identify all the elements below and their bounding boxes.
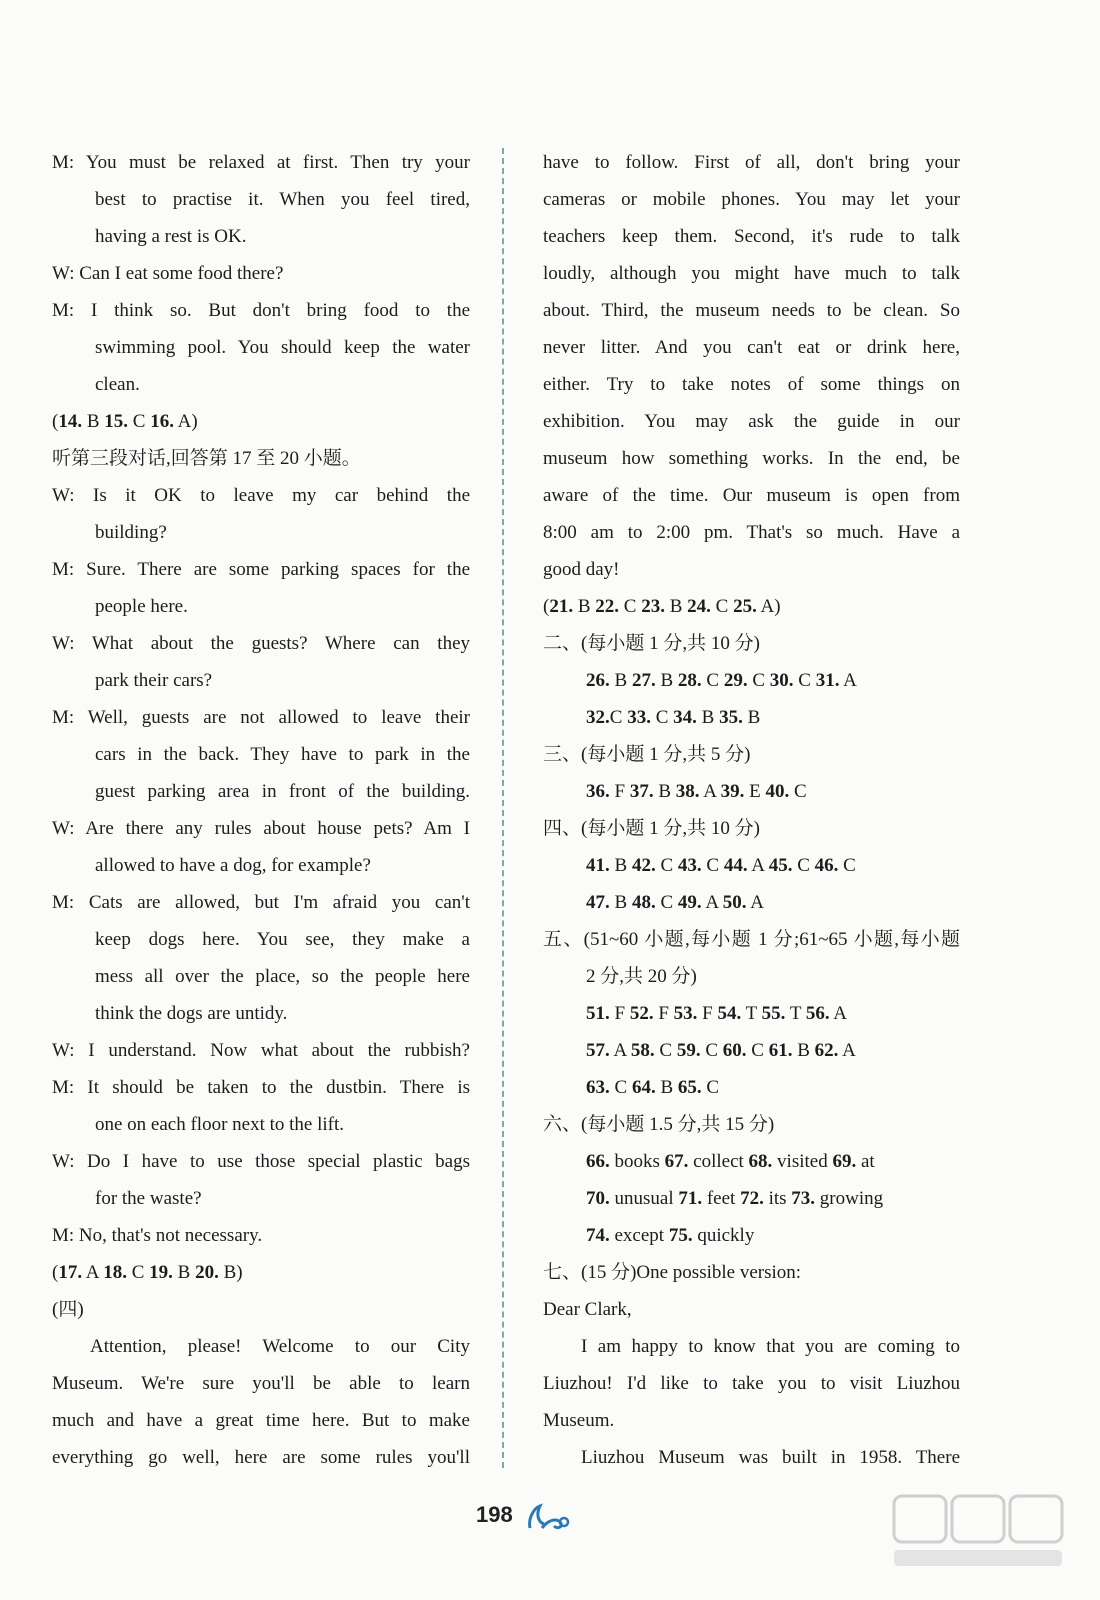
- text-line: people here.: [95, 596, 188, 617]
- text-line: swimming pool. You should keep the water: [95, 337, 470, 358]
- text-line: 三、(每小题 1 分,共 5 分): [543, 744, 751, 765]
- text-line: exhibition. You may ask the guide in our: [543, 411, 960, 432]
- text-line: M: Well, guests are not allowed to leave their: [52, 707, 470, 728]
- text-line: good day!: [543, 559, 620, 580]
- text-line: (17. A 18. C 19. B 20. B): [52, 1262, 243, 1283]
- text-line: 8:00 am to 2:00 pm. That's so much. Have a: [543, 522, 960, 543]
- text-line: 五、(51~60 小题,每小题 1 分;61~65 小题,每小题: [543, 929, 960, 950]
- text-line: 26. B 27. B 28. C 29. C 30. C 31. A: [586, 670, 857, 691]
- text-line: 47. B 48. C 49. A 50. A: [586, 892, 764, 913]
- text-line: think the dogs are untidy.: [95, 1003, 288, 1024]
- text-line: park their cars?: [95, 670, 213, 691]
- text-line: one on each floor next to the lift.: [95, 1114, 345, 1135]
- text-line: Liuzhou! I'd like to take you to visit Liuzhou: [543, 1373, 960, 1394]
- text-line: have to follow. First of all, don't bring your: [543, 152, 960, 173]
- answer-watermark-icon: [890, 1490, 1070, 1570]
- text-line: 听第三段对话,回答第 17 至 20 小题。: [52, 448, 361, 469]
- text-line: about. Third, the museum needs to be clean. So: [543, 300, 960, 321]
- text-line: 七、(15 分)One possible version:: [543, 1262, 802, 1283]
- left-column: [52, 144, 470, 1476]
- text-line: for the waste?: [95, 1188, 202, 1209]
- text-line: aware of the time. Our museum is open from: [543, 485, 960, 506]
- text-line: 2 分,共 20 分): [586, 966, 697, 987]
- text-line: teachers keep them. Second, it's rude to talk: [543, 226, 960, 247]
- text-line: much and have a great time here. But to make: [52, 1410, 470, 1431]
- text-line: having a rest is OK.: [95, 226, 247, 247]
- text-line: 36. F 37. B 38. A 39. E 40. C: [586, 781, 807, 802]
- text-line: cameras or mobile phones. You may let your: [543, 189, 960, 210]
- text-line: best to practise it. When you feel tired,: [95, 189, 470, 210]
- column-divider: [502, 148, 504, 1468]
- text-line: W: Do I have to use those special plastic bags: [52, 1151, 470, 1172]
- text-line: Museum. We're sure you'll be able to learn: [52, 1373, 470, 1394]
- text-line: allowed to have a dog, for example?: [95, 855, 371, 876]
- text-line: everything go well, here are some rules you'll: [52, 1447, 470, 1468]
- right-column: [543, 144, 960, 1476]
- text-line: clean.: [95, 374, 140, 395]
- text-line: loudly, although you might have much to talk: [543, 263, 960, 284]
- text-line: mess all over the place, so the people here: [95, 966, 470, 987]
- text-line: M: You must be relaxed at first. Then try your: [52, 152, 470, 173]
- text-line: never litter. And you can't eat or drink here,: [543, 337, 960, 358]
- text-line: (14. B 15. C 16. A): [52, 411, 198, 432]
- text-line: 70. unusual 71. feet 72. its 73. growing: [586, 1188, 884, 1209]
- text-line: guest parking area in front of the building.: [95, 781, 470, 802]
- text-line: W: Is it OK to leave my car behind the: [52, 485, 470, 506]
- text-line: 四、(每小题 1 分,共 10 分): [543, 818, 760, 839]
- swirl-logo-icon: [526, 1502, 572, 1537]
- text-line: Liuzhou Museum was built in 1958. There: [581, 1447, 960, 1468]
- text-line: I am happy to know that you are coming to: [581, 1336, 960, 1357]
- text-line: M: Cats are allowed, but I'm afraid you can't: [52, 892, 470, 913]
- text-line: M: It should be taken to the dustbin. There is: [52, 1077, 470, 1098]
- text-line: M: I think so. But don't bring food to the: [52, 300, 470, 321]
- text-line: 六、(每小题 1.5 分,共 15 分): [543, 1114, 775, 1135]
- text-line: M: No, that's not necessary.: [52, 1225, 263, 1246]
- text-line: 74. except 75. quickly: [586, 1225, 755, 1246]
- text-line: Museum.: [543, 1410, 615, 1431]
- page-number: 198: [476, 1502, 513, 1527]
- text-line: (21. B 22. C 23. B 24. C 25. A): [543, 596, 781, 617]
- text-line: 51. F 52. F 53. F 54. T 55. T 56. A: [586, 1003, 848, 1024]
- text-line: W: Can I eat some food there?: [52, 263, 284, 284]
- text-line: 63. C 64. B 65. C: [586, 1077, 720, 1098]
- text-line: W: What about the guests? Where can they: [52, 633, 470, 654]
- text-line: 二、(每小题 1 分,共 10 分): [543, 633, 760, 654]
- text-line: 57. A 58. C 59. C 60. C 61. B 62. A: [586, 1040, 856, 1061]
- text-line: 32.C 33. C 34. B 35. B: [586, 707, 761, 728]
- text-line: Attention, please! Welcome to our City: [90, 1336, 470, 1357]
- text-line: W: I understand. Now what about the rubbish?: [52, 1040, 470, 1061]
- text-line: Dear Clark,: [543, 1299, 632, 1320]
- text-line: 41. B 42. C 43. C 44. A 45. C 46. C: [586, 855, 856, 876]
- text-line: (四): [52, 1299, 84, 1320]
- text-line: either. Try to take notes of some things on: [543, 374, 960, 395]
- text-line: museum how something works. In the end, be: [543, 448, 960, 469]
- text-line: building?: [95, 522, 167, 543]
- text-line: W: Are there any rules about house pets? Am I: [52, 818, 470, 839]
- text-line: 66. books 67. collect 68. visited 69. at: [586, 1151, 875, 1172]
- text-line: M: Sure. There are some parking spaces for the: [52, 559, 470, 580]
- text-line: keep dogs here. You see, they make a: [95, 929, 470, 950]
- text-line: cars in the back. They have to park in the: [95, 744, 470, 765]
